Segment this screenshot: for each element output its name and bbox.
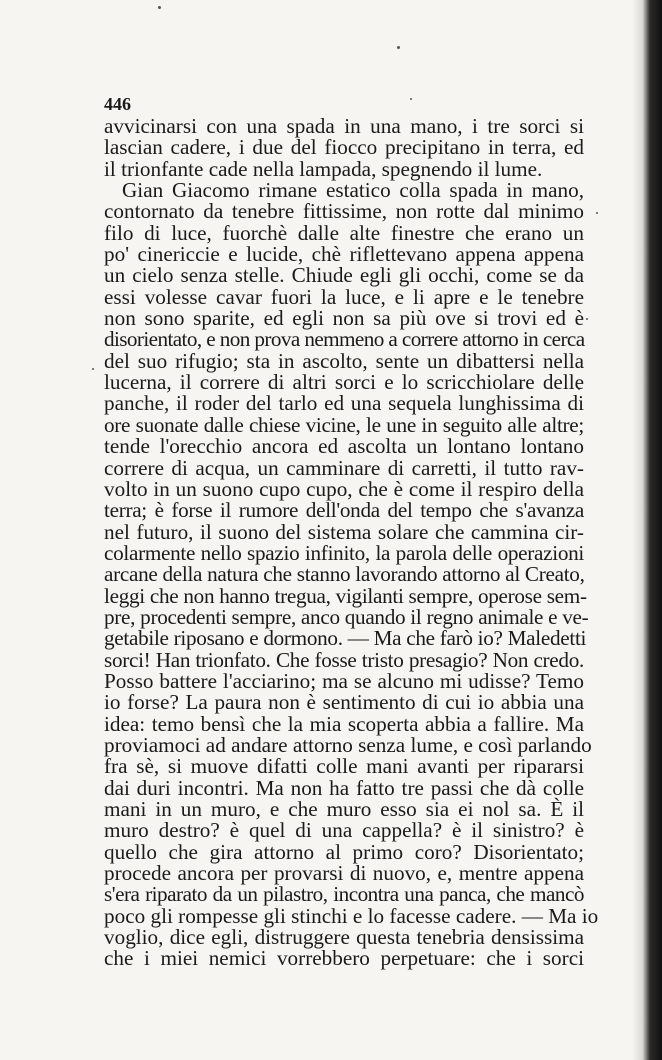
text-line: po' cinericcie e lucide, chè riflettevano appena appena bbox=[104, 242, 584, 267]
text-line: lascian cadere, i due del fiocco precipitano in terra, ed bbox=[104, 135, 584, 160]
text-line: s'era riparato da un pilastro, incontra una panca, che mancò bbox=[104, 882, 584, 907]
text-line: procede ancora per provarsi di nuovo, e, mentre appena bbox=[104, 861, 584, 886]
text-line: disorientato, e non prova nemmeno a correre attorno in cerca bbox=[104, 327, 585, 352]
text-line: mani in un muro, e che muro esso sia ei nol sa. È il bbox=[104, 797, 584, 821]
text-line: correre di acqua, un camminare di carretti, il tutto rav- bbox=[104, 455, 584, 480]
text-line: un cielo senza stelle. Chiude egli gli occhi, come se da bbox=[104, 263, 584, 288]
text-line: avvicinarsi con una spada in una mano, i tre sorci si bbox=[104, 114, 584, 138]
text-line: filo di luce, fuorchè dalle alte finestre che erano un bbox=[104, 220, 584, 245]
text-line: lucerna, il correre di altri sorci e lo scricchiolare delle bbox=[104, 370, 584, 395]
text-line: proviamoci ad andare attorno senza lume, e così parlando bbox=[104, 732, 592, 757]
text-line: io forse? La paura non è sentimento di cui io abbia una bbox=[104, 690, 584, 715]
text-line: pre, procedenti sempre, anco quando il regno animale e ve- bbox=[104, 604, 589, 629]
text-line: volto in un suono cupo cupo, che è come il respiro della bbox=[104, 476, 584, 501]
text-line: del suo rifugio; sta in ascolto, sente un dibattersi nella bbox=[104, 348, 584, 373]
text-line: terra; è forse il rumore dell'onda del tempo che s'avanza bbox=[104, 498, 584, 523]
text-line: poco gli rompesse gli stinchi e lo facesse cadere. — Ma io bbox=[104, 903, 599, 928]
paper-speck bbox=[92, 368, 94, 370]
body-text bbox=[104, 114, 599, 971]
text-line: quello che gira attorno al primo coro? Disorientato; bbox=[104, 839, 584, 864]
text-line: idea: temo bensì che la mia scoperta abbia a fallire. Ma bbox=[104, 711, 584, 736]
page-number: 446 bbox=[104, 94, 131, 114]
text-line: non sono sparite, ed egli non sa più ove si trovi ed è bbox=[104, 306, 584, 331]
text-line: leggi che non hanno tregua, vigilanti sempre, operose sem- bbox=[104, 583, 587, 608]
paper-speck bbox=[397, 46, 400, 49]
text-line: essi volesse cavar fuori la luce, e li apre e le tenebre bbox=[104, 284, 584, 309]
text-line: Gian Giacomo rimane estatico colla spada in mano, bbox=[122, 178, 584, 203]
text-line: sorci! Han trionfato. Che fosse tristo presagio? Non credo. bbox=[104, 647, 584, 672]
paper-speck bbox=[596, 212, 598, 214]
paper-speck bbox=[586, 318, 588, 320]
text-line: muro destro? è quel di una cappella? è il sinistro? è bbox=[104, 818, 584, 843]
paper-speck bbox=[410, 98, 412, 100]
page-edge-shadow bbox=[632, 0, 662, 1060]
text-line: Posso battere l'acciarino; ma se alcuno mi udisse? Temo bbox=[104, 668, 584, 693]
text-line: che i miei nemici vorrebbero perpetuare: che i sorci bbox=[104, 946, 584, 971]
text-line: nel futuro, il suono del sistema solare che cammina cir- bbox=[104, 519, 584, 544]
text-line: panche, il roder del tarlo ed una sequela lunghissima di bbox=[104, 391, 584, 416]
text-line: voglio, dice egli, distruggere questa tenebria densissima bbox=[104, 925, 584, 950]
text-line: getabile riposano e dormono. — Ma che farò io? Maledetti bbox=[104, 626, 587, 651]
text-line: tende l'orecchio ancora ed ascolta un lontano lontano bbox=[104, 434, 584, 459]
text-line: arcane della natura che stanno lavorando attorno al Creato, bbox=[104, 562, 585, 587]
text-line: ore suonate dalle chiese vicine, le une in seguito alle altre; bbox=[104, 412, 584, 437]
text-line: colarmente nello spazio infinito, la parola delle operazioni bbox=[104, 540, 584, 565]
text-line: contornato da tenebre fittissime, non rotte dal minimo bbox=[104, 199, 584, 224]
text-line: il trionfante cade nella lampada, spegnendo il lume. bbox=[104, 156, 543, 181]
paper-speck bbox=[158, 6, 161, 9]
text-line: dai duri incontri. Ma non ha fatto tre passi che dà colle bbox=[104, 775, 584, 800]
text-line: fra sè, si muove difatti colle mani avanti per ripararsi bbox=[104, 754, 584, 779]
